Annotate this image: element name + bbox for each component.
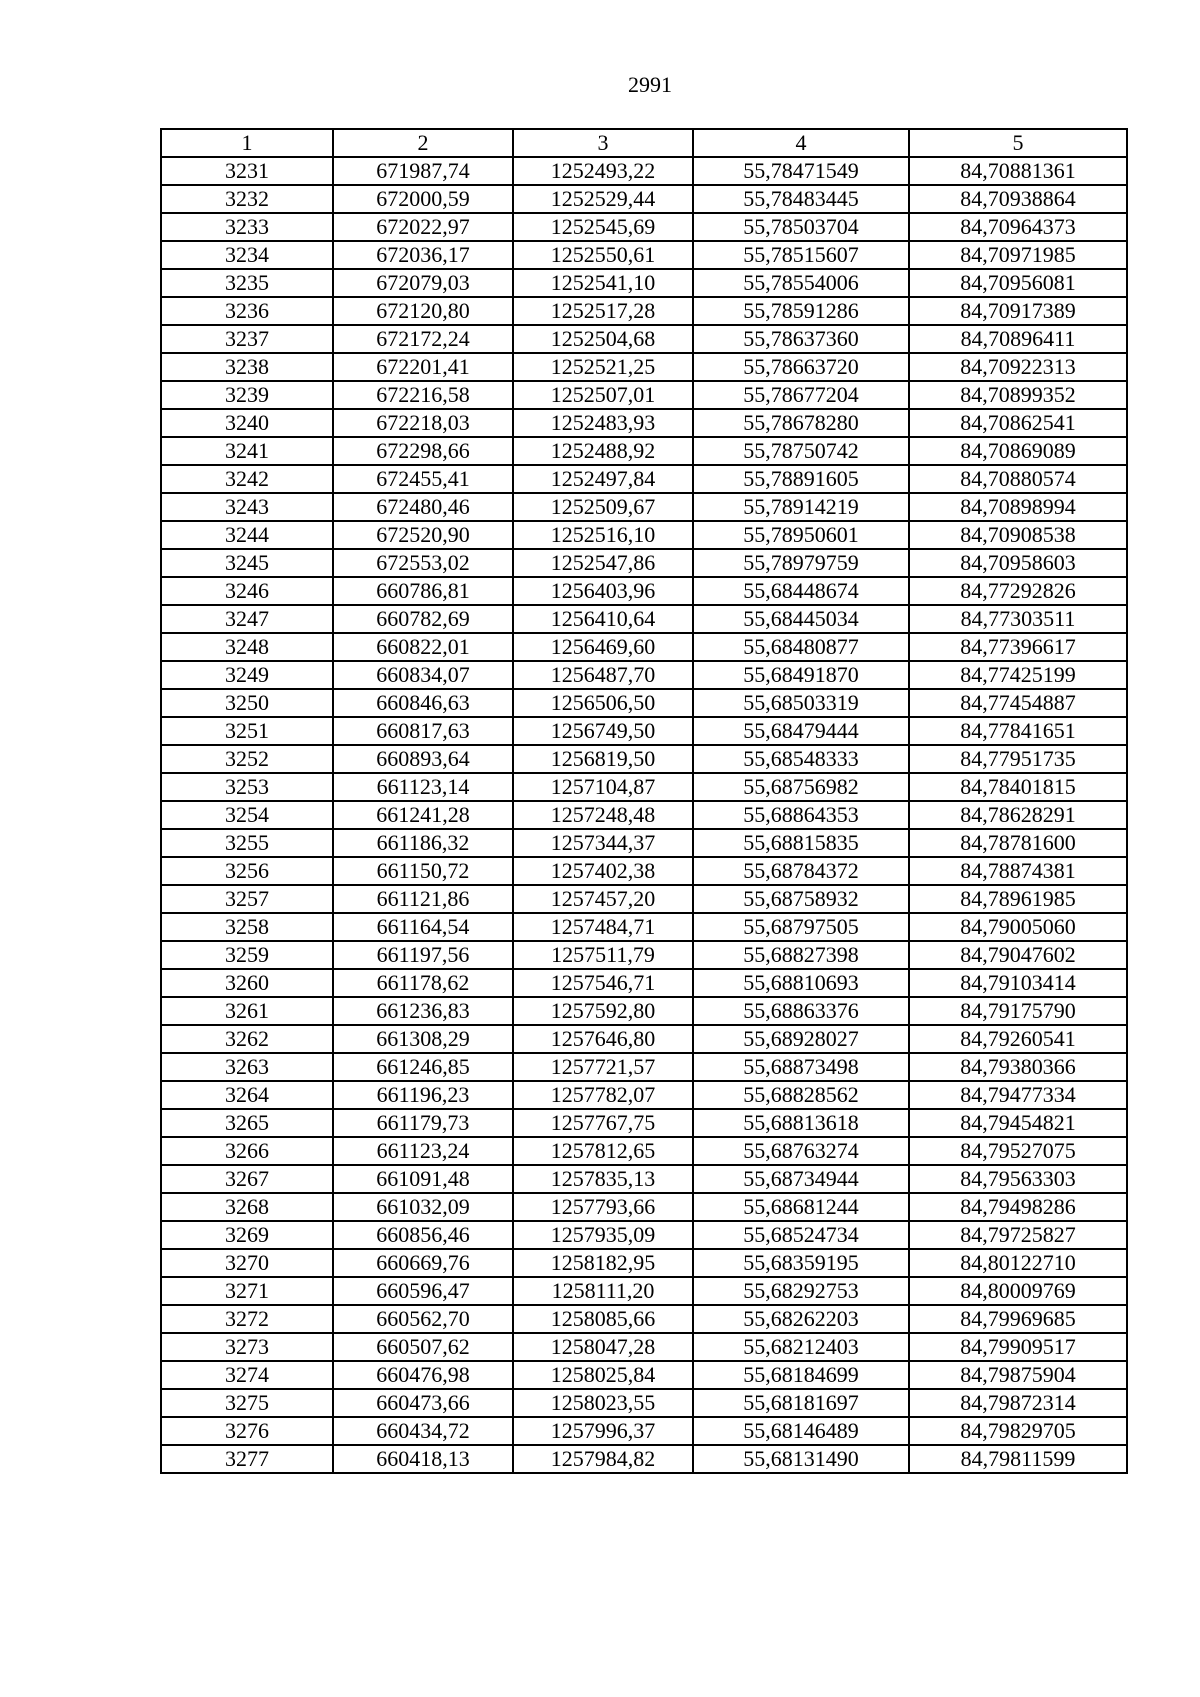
table-cell: 1257592,80 [513, 997, 693, 1025]
table-cell: 55,78979759 [693, 549, 909, 577]
table-cell: 3250 [161, 689, 333, 717]
table-cell: 3233 [161, 213, 333, 241]
table-cell: 84,70971985 [909, 241, 1127, 269]
table-row [161, 437, 1127, 465]
table-cell: 3267 [161, 1165, 333, 1193]
table-cell: 55,68262203 [693, 1305, 909, 1333]
table-row [161, 1025, 1127, 1053]
table-row [161, 661, 1127, 689]
table-cell: 1252504,68 [513, 325, 693, 353]
table-cell: 55,68758932 [693, 885, 909, 913]
table-cell: 3258 [161, 913, 333, 941]
page-number: 2991 [628, 72, 672, 97]
table-row [161, 941, 1127, 969]
table-header-row [161, 129, 1127, 157]
table-cell: 1257812,65 [513, 1137, 693, 1165]
table-cell: 1252521,25 [513, 353, 693, 381]
table-cell: 3269 [161, 1221, 333, 1249]
table-cell: 672079,03 [333, 269, 513, 297]
table-cell: 672120,80 [333, 297, 513, 325]
table-cell: 660473,66 [333, 1389, 513, 1417]
table-cell: 672216,58 [333, 381, 513, 409]
table-cell: 55,68146489 [693, 1417, 909, 1445]
table-cell: 3253 [161, 773, 333, 801]
table-cell: 55,68797505 [693, 913, 909, 941]
table-cell: 1257484,71 [513, 913, 693, 941]
table-cell: 1257546,71 [513, 969, 693, 997]
table-cell: 661241,28 [333, 801, 513, 829]
table-cell: 3261 [161, 997, 333, 1025]
table-cell: 1256410,64 [513, 605, 693, 633]
table-cell: 55,68448674 [693, 577, 909, 605]
table-row [161, 185, 1127, 213]
table-row [161, 325, 1127, 353]
table-cell: 3273 [161, 1333, 333, 1361]
table-cell: 55,78914219 [693, 493, 909, 521]
table-cell: 661164,54 [333, 913, 513, 941]
table-cell: 84,70869089 [909, 437, 1127, 465]
table-cell: 55,78483445 [693, 185, 909, 213]
table-row [161, 1081, 1127, 1109]
table-cell: 55,68813618 [693, 1109, 909, 1137]
table-cell: 660669,76 [333, 1249, 513, 1277]
table-cell: 661179,73 [333, 1109, 513, 1137]
table-cell: 3262 [161, 1025, 333, 1053]
table-cell: 3242 [161, 465, 333, 493]
table-cell: 672022,97 [333, 213, 513, 241]
table-cell: 84,79005060 [909, 913, 1127, 941]
table-row [161, 213, 1127, 241]
table-body [161, 157, 1127, 1473]
table-cell: 84,70917389 [909, 297, 1127, 325]
table-cell: 3232 [161, 185, 333, 213]
table-cell: 3260 [161, 969, 333, 997]
table-row [161, 689, 1127, 717]
table-cell: 55,68548333 [693, 745, 909, 773]
table-cell: 1257984,82 [513, 1445, 693, 1473]
table-cell: 84,79872314 [909, 1389, 1127, 1417]
table-cell: 55,68756982 [693, 773, 909, 801]
table-row [161, 1249, 1127, 1277]
table-cell: 55,68480877 [693, 633, 909, 661]
table-row [161, 1193, 1127, 1221]
table-cell: 1252509,67 [513, 493, 693, 521]
table-cell: 84,70908538 [909, 521, 1127, 549]
table-cell: 3251 [161, 717, 333, 745]
table-cell: 55,78663720 [693, 353, 909, 381]
table-cell: 3245 [161, 549, 333, 577]
table-cell: 55,78891605 [693, 465, 909, 493]
table-cell: 84,79527075 [909, 1137, 1127, 1165]
table-cell: 84,79829705 [909, 1417, 1127, 1445]
table-cell: 55,68503319 [693, 689, 909, 717]
table-cell: 671987,74 [333, 157, 513, 185]
table-cell: 1256403,96 [513, 577, 693, 605]
table-cell: 661123,14 [333, 773, 513, 801]
table-cell: 55,78471549 [693, 157, 909, 185]
table-cell: 3259 [161, 941, 333, 969]
table-cell: 660822,01 [333, 633, 513, 661]
table-cell: 1257782,07 [513, 1081, 693, 1109]
table-cell: 84,77303511 [909, 605, 1127, 633]
table-cell: 661197,56 [333, 941, 513, 969]
table-row [161, 1305, 1127, 1333]
table-cell: 660786,81 [333, 577, 513, 605]
table-row [161, 1445, 1127, 1473]
table-cell: 84,77425199 [909, 661, 1127, 689]
table-cell: 3277 [161, 1445, 333, 1473]
table-cell: 3235 [161, 269, 333, 297]
table-row [161, 549, 1127, 577]
table-row [161, 969, 1127, 997]
table-row [161, 157, 1127, 185]
table-row [161, 1165, 1127, 1193]
table-cell: 84,79260541 [909, 1025, 1127, 1053]
table-cell: 661178,62 [333, 969, 513, 997]
table-cell: 3255 [161, 829, 333, 857]
table-cell: 55,78637360 [693, 325, 909, 353]
table-row [161, 521, 1127, 549]
table-cell: 3234 [161, 241, 333, 269]
table-cell: 660817,63 [333, 717, 513, 745]
table-cell: 55,68828562 [693, 1081, 909, 1109]
table-row [161, 1417, 1127, 1445]
table-cell: 660893,64 [333, 745, 513, 773]
table-cell: 3237 [161, 325, 333, 353]
table-cell: 672553,02 [333, 549, 513, 577]
table-cell: 84,80122710 [909, 1249, 1127, 1277]
table-cell: 1256469,60 [513, 633, 693, 661]
table-cell: 1257457,20 [513, 885, 693, 913]
table-row [161, 745, 1127, 773]
table-cell: 1257511,79 [513, 941, 693, 969]
table-cell: 1257646,80 [513, 1025, 693, 1053]
table-cell: 1257248,48 [513, 801, 693, 829]
table-cell: 84,70898994 [909, 493, 1127, 521]
table-cell: 84,79047602 [909, 941, 1127, 969]
table-cell: 1252493,22 [513, 157, 693, 185]
table-cell: 84,79563303 [909, 1165, 1127, 1193]
table-cell: 3275 [161, 1389, 333, 1417]
table-cell: 672480,46 [333, 493, 513, 521]
table-cell: 55,78750742 [693, 437, 909, 465]
table-row [161, 1221, 1127, 1249]
table-cell: 3276 [161, 1417, 333, 1445]
table-cell: 3257 [161, 885, 333, 913]
table-row [161, 493, 1127, 521]
table-cell: 1256506,50 [513, 689, 693, 717]
table-cell: 84,78961985 [909, 885, 1127, 913]
table-cell: 84,70880574 [909, 465, 1127, 493]
table-cell: 1257344,37 [513, 829, 693, 857]
table-cell: 1257835,13 [513, 1165, 693, 1193]
table-cell: 661091,48 [333, 1165, 513, 1193]
table-cell: 84,77951735 [909, 745, 1127, 773]
table-cell: 3241 [161, 437, 333, 465]
table-row [161, 409, 1127, 437]
table-cell: 1252517,28 [513, 297, 693, 325]
table-cell: 661123,24 [333, 1137, 513, 1165]
table-cell: 55,68784372 [693, 857, 909, 885]
table-cell: 84,77454887 [909, 689, 1127, 717]
table-row [161, 353, 1127, 381]
table-row [161, 1277, 1127, 1305]
table-cell: 661236,83 [333, 997, 513, 1025]
table-cell: 84,70899352 [909, 381, 1127, 409]
table-cell: 660856,46 [333, 1221, 513, 1249]
table-cell: 660507,62 [333, 1333, 513, 1361]
table-cell: 55,68863376 [693, 997, 909, 1025]
table-row [161, 1389, 1127, 1417]
table-cell: 84,79811599 [909, 1445, 1127, 1473]
table-cell: 55,78950601 [693, 521, 909, 549]
table-cell: 661121,86 [333, 885, 513, 913]
table-cell: 84,77292826 [909, 577, 1127, 605]
table-cell: 1257793,66 [513, 1193, 693, 1221]
table-cell: 3271 [161, 1277, 333, 1305]
table-cell: 1256749,50 [513, 717, 693, 745]
table-cell: 1252545,69 [513, 213, 693, 241]
table-cell: 1257721,57 [513, 1053, 693, 1081]
table-cell: 672455,41 [333, 465, 513, 493]
table-row [161, 381, 1127, 409]
table-cell: 55,68763274 [693, 1137, 909, 1165]
table-row [161, 1333, 1127, 1361]
table-cell: 672520,90 [333, 521, 513, 549]
table-cell: 55,68212403 [693, 1333, 909, 1361]
column-header: 1 [161, 129, 333, 157]
table-cell: 84,70862541 [909, 409, 1127, 437]
table-cell: 84,78628291 [909, 801, 1127, 829]
table-cell: 3243 [161, 493, 333, 521]
table-cell: 55,68681244 [693, 1193, 909, 1221]
table-cell: 55,68734944 [693, 1165, 909, 1193]
table-row [161, 633, 1127, 661]
table-cell: 84,77841651 [909, 717, 1127, 745]
table-row [161, 465, 1127, 493]
column-header: 3 [513, 129, 693, 157]
table-cell: 3266 [161, 1137, 333, 1165]
table-cell: 661246,85 [333, 1053, 513, 1081]
table-row [161, 605, 1127, 633]
table-row [161, 829, 1127, 857]
column-header: 5 [909, 129, 1127, 157]
table-row [161, 577, 1127, 605]
table-cell: 3249 [161, 661, 333, 689]
table-cell: 3272 [161, 1305, 333, 1333]
table-cell: 84,78401815 [909, 773, 1127, 801]
table-cell: 55,68292753 [693, 1277, 909, 1305]
table-cell: 84,79477334 [909, 1081, 1127, 1109]
table-cell: 1257996,37 [513, 1417, 693, 1445]
table-cell: 84,79103414 [909, 969, 1127, 997]
table-row [161, 885, 1127, 913]
table-cell: 55,68359195 [693, 1249, 909, 1277]
table-cell: 1252550,61 [513, 241, 693, 269]
table-cell: 1252507,01 [513, 381, 693, 409]
table-cell: 3240 [161, 409, 333, 437]
table-cell: 1258182,95 [513, 1249, 693, 1277]
table-cell: 660418,13 [333, 1445, 513, 1473]
table-cell: 1252488,92 [513, 437, 693, 465]
table-cell: 84,79875904 [909, 1361, 1127, 1389]
table-cell: 1256819,50 [513, 745, 693, 773]
table-cell: 660782,69 [333, 605, 513, 633]
table-row [161, 297, 1127, 325]
table-cell: 1257402,38 [513, 857, 693, 885]
table-row [161, 269, 1127, 297]
table-cell: 84,78781600 [909, 829, 1127, 857]
table-cell: 672201,41 [333, 353, 513, 381]
table-cell: 84,79380366 [909, 1053, 1127, 1081]
table-cell: 1252483,93 [513, 409, 693, 437]
table-cell: 1258023,55 [513, 1389, 693, 1417]
table-cell: 672172,24 [333, 325, 513, 353]
table-cell: 1258085,66 [513, 1305, 693, 1333]
table-row [161, 773, 1127, 801]
table-cell: 84,70956081 [909, 269, 1127, 297]
column-header: 4 [693, 129, 909, 157]
table-cell: 84,79454821 [909, 1109, 1127, 1137]
table-cell: 3254 [161, 801, 333, 829]
table-cell: 1252497,84 [513, 465, 693, 493]
table-cell: 55,68827398 [693, 941, 909, 969]
table-cell: 660562,70 [333, 1305, 513, 1333]
table-cell: 55,68810693 [693, 969, 909, 997]
table-cell: 672298,66 [333, 437, 513, 465]
table-cell: 55,68479444 [693, 717, 909, 745]
table-cell: 55,68928027 [693, 1025, 909, 1053]
table-row [161, 717, 1127, 745]
table-row [161, 241, 1127, 269]
table-row [161, 1053, 1127, 1081]
table-cell: 1257767,75 [513, 1109, 693, 1137]
table-cell: 661308,29 [333, 1025, 513, 1053]
table-cell: 661032,09 [333, 1193, 513, 1221]
table-row [161, 1109, 1127, 1137]
table-cell: 84,70922313 [909, 353, 1127, 381]
table-cell: 55,78678280 [693, 409, 909, 437]
table-cell: 84,79969685 [909, 1305, 1127, 1333]
table-row [161, 913, 1127, 941]
table-cell: 660596,47 [333, 1277, 513, 1305]
table-cell: 1252541,10 [513, 269, 693, 297]
table-cell: 3239 [161, 381, 333, 409]
coordinates-table [160, 128, 1128, 1474]
table-cell: 55,68445034 [693, 605, 909, 633]
table-cell: 3268 [161, 1193, 333, 1221]
table-cell: 55,78503704 [693, 213, 909, 241]
table-cell: 55,78554006 [693, 269, 909, 297]
table-cell: 3247 [161, 605, 333, 633]
table-cell: 661186,32 [333, 829, 513, 857]
table-cell: 84,70881361 [909, 157, 1127, 185]
table-cell: 3252 [161, 745, 333, 773]
table-cell: 84,80009769 [909, 1277, 1127, 1305]
table-cell: 1252529,44 [513, 185, 693, 213]
table-cell: 1258111,20 [513, 1277, 693, 1305]
table-cell: 672000,59 [333, 185, 513, 213]
table-cell: 660834,07 [333, 661, 513, 689]
table-cell: 1257935,09 [513, 1221, 693, 1249]
table-cell: 3264 [161, 1081, 333, 1109]
table-cell: 84,78874381 [909, 857, 1127, 885]
table-cell: 3231 [161, 157, 333, 185]
table-cell: 672218,03 [333, 409, 513, 437]
table-cell: 55,68181697 [693, 1389, 909, 1417]
table-cell: 3270 [161, 1249, 333, 1277]
table-cell: 55,68131490 [693, 1445, 909, 1473]
table-cell: 3238 [161, 353, 333, 381]
table-cell: 661150,72 [333, 857, 513, 885]
table-row [161, 1137, 1127, 1165]
table-cell: 660434,72 [333, 1417, 513, 1445]
table-cell: 84,79175790 [909, 997, 1127, 1025]
table-cell: 84,77396617 [909, 633, 1127, 661]
table-cell: 84,79725827 [909, 1221, 1127, 1249]
table-cell: 1252547,86 [513, 549, 693, 577]
table-cell: 1252516,10 [513, 521, 693, 549]
table-cell: 3244 [161, 521, 333, 549]
table-cell: 3265 [161, 1109, 333, 1137]
table-cell: 55,68491870 [693, 661, 909, 689]
table-cell: 84,70938864 [909, 185, 1127, 213]
table-cell: 1258025,84 [513, 1361, 693, 1389]
table-cell: 84,70964373 [909, 213, 1127, 241]
table-cell: 661196,23 [333, 1081, 513, 1109]
table-cell: 3256 [161, 857, 333, 885]
table-cell: 84,79498286 [909, 1193, 1127, 1221]
table-cell: 55,68524734 [693, 1221, 909, 1249]
table-cell: 55,68184699 [693, 1361, 909, 1389]
table-cell: 84,70958603 [909, 549, 1127, 577]
table-row [161, 857, 1127, 885]
table-cell: 55,68864353 [693, 801, 909, 829]
table-cell: 1256487,70 [513, 661, 693, 689]
table-cell: 84,79909517 [909, 1333, 1127, 1361]
table-cell: 55,78591286 [693, 297, 909, 325]
table-cell: 84,70896411 [909, 325, 1127, 353]
table-cell: 660476,98 [333, 1361, 513, 1389]
table-cell: 1257104,87 [513, 773, 693, 801]
table-cell: 3263 [161, 1053, 333, 1081]
column-header: 2 [333, 129, 513, 157]
table-cell: 55,68815835 [693, 829, 909, 857]
table-cell: 3274 [161, 1361, 333, 1389]
table-cell: 55,68873498 [693, 1053, 909, 1081]
table-row [161, 1361, 1127, 1389]
table-cell: 3236 [161, 297, 333, 325]
table-cell: 3246 [161, 577, 333, 605]
table-row [161, 801, 1127, 829]
table-cell: 1258047,28 [513, 1333, 693, 1361]
table-cell: 672036,17 [333, 241, 513, 269]
table-cell: 660846,63 [333, 689, 513, 717]
table-cell: 55,78677204 [693, 381, 909, 409]
table-row [161, 997, 1127, 1025]
table-cell: 3248 [161, 633, 333, 661]
table-cell: 55,78515607 [693, 241, 909, 269]
